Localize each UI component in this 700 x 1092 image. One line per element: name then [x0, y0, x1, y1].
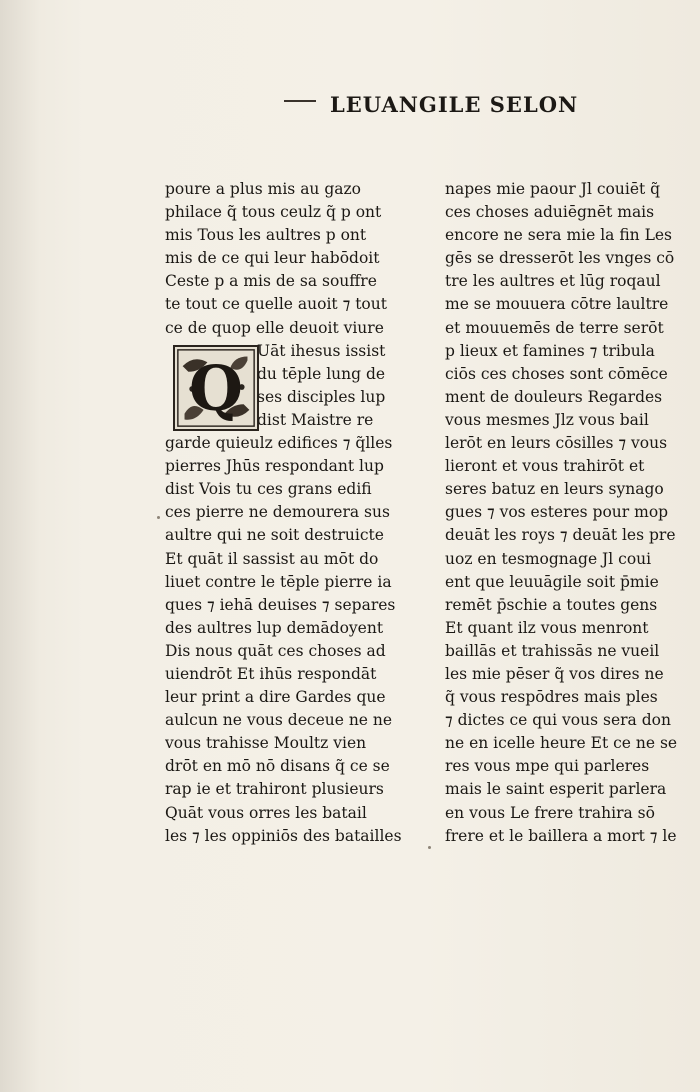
text-line: aulcun ne vous deceue ne ne: [165, 711, 393, 730]
right-column: [445, 178, 685, 848]
text-line: Et quant ilz vous menront: [445, 618, 649, 637]
text-line: philace q̃ tous ceulz q̃ p ont: [165, 203, 382, 222]
text-line: ces pierre ne demourera sus: [165, 503, 390, 522]
text-line: mais le saint esperit parlera: [445, 780, 667, 799]
text-line: lerōt en leurs cōsilles ⁊ vous: [445, 434, 668, 453]
text-line: Et quāt il sassist au mōt do: [165, 549, 379, 568]
text-line: les mie pēser q̃ vos dires ne: [445, 664, 664, 683]
text-line: me se mouuera cōtre laultre: [445, 295, 669, 314]
text-line: et mouuemēs de terre serōt: [445, 318, 664, 337]
text-line: ent que leuuāgile soit p̄mie: [445, 572, 659, 591]
text-line: en vous Le frere trahira sō: [445, 803, 655, 822]
text-line: uiendrōt Et ihūs respondāt: [165, 664, 377, 683]
text-line: frere et le baillera a mort ⁊ le: [445, 826, 677, 845]
text-line: rap ie et trahiront plusieurs: [165, 780, 384, 799]
text-line: pierres Jhūs respondant lup: [165, 457, 384, 476]
text-line: te tout ce quelle auoit ⁊ tout: [165, 295, 387, 314]
text-line: les ⁊ les oppiniōs des batailles: [165, 826, 402, 845]
text-line: Quāt vous orres les batail: [165, 803, 367, 822]
text-line: mis de ce qui leur habōdoit: [165, 249, 380, 268]
text-line: q̃ vous respōdres mais ples: [445, 688, 658, 707]
text-line: ces choses aduiēgnēt mais: [445, 203, 655, 222]
text-line: dist Maistre re: [257, 410, 374, 429]
text-line: vous mesmes Jlz vous bail: [445, 410, 649, 429]
paper-speck: [157, 516, 160, 519]
text-line: ne en icelle heure Et ce ne se: [445, 734, 678, 753]
printer-dash-mark: [284, 100, 316, 102]
drop-cap-letter: Q: [188, 351, 243, 425]
text-line: ciōs ces choses sont cōmēce: [445, 364, 668, 383]
text-line: ment de douleurs Regardes: [445, 387, 663, 406]
left-column: [165, 178, 415, 848]
text-line: drōt en mō nō disans q̃ ce se: [165, 757, 390, 776]
text-line: garde quieulz edifices ⁊ q̃lles: [165, 434, 393, 453]
text-line: ⁊ dictes ce qui vous sera don: [445, 711, 671, 730]
text-line: Uāt ihesus issist: [257, 341, 386, 360]
page-gutter-shadow: [0, 0, 40, 1092]
text-line: gues ⁊ vos esteres pour mop: [445, 503, 669, 522]
paper-speck: [428, 846, 431, 849]
running-head: LEUANGILE SELON: [330, 92, 579, 117]
text-line: baillās et trahissās ne vueil: [445, 641, 660, 660]
text-line: du tēple lung de: [257, 364, 386, 383]
text-line: vous trahisse Moultz vien: [165, 734, 367, 753]
text-line: dist Vois tu ces grans edifi: [165, 480, 372, 499]
text-line: lieront et vous trahirōt et: [445, 457, 645, 476]
text-line: Ceste p a mis de sa souffre: [165, 272, 377, 291]
text-line: deuāt les roys ⁊ deuāt les pre: [445, 526, 676, 545]
text-line: des aultres lup demādoyent: [165, 618, 384, 637]
text-line: gēs se dresserōt les vnges cō: [445, 249, 675, 268]
text-line: ques ⁊ iehā deuises ⁊ separes: [165, 595, 396, 614]
text-line: leur print a dire Gardes que: [165, 688, 386, 707]
text-line: tre les aultres et lūg roqaul: [445, 272, 661, 291]
text-line: ses disciples lup: [257, 387, 386, 406]
text-line: aultre qui ne soit destruicte: [165, 526, 384, 545]
text-line: liuet contre le tēple pierre ia: [165, 572, 392, 591]
text-line: res vous mpe qui parleres: [445, 757, 650, 776]
text-line: p lieux et famines ⁊ tribula: [445, 341, 655, 360]
text-line: remēt p̄schie a toutes gens: [445, 595, 658, 614]
text-line: seres batuz en leurs synago: [445, 480, 664, 499]
text-line: poure a plus mis au gazo: [165, 180, 362, 198]
text-line: uoz en tesmognage Jl coui: [445, 549, 652, 568]
text-line: Dis nous quāt ces choses ad: [165, 641, 386, 660]
text-line: encore ne sera mie la fin Les: [445, 226, 673, 245]
text-line: mis Tous les aultres p ont: [165, 226, 367, 245]
text-line: ce de quop elle deuoit viure: [165, 318, 384, 337]
text-line: napes mie paour Jl couiēt q̃: [445, 180, 661, 198]
